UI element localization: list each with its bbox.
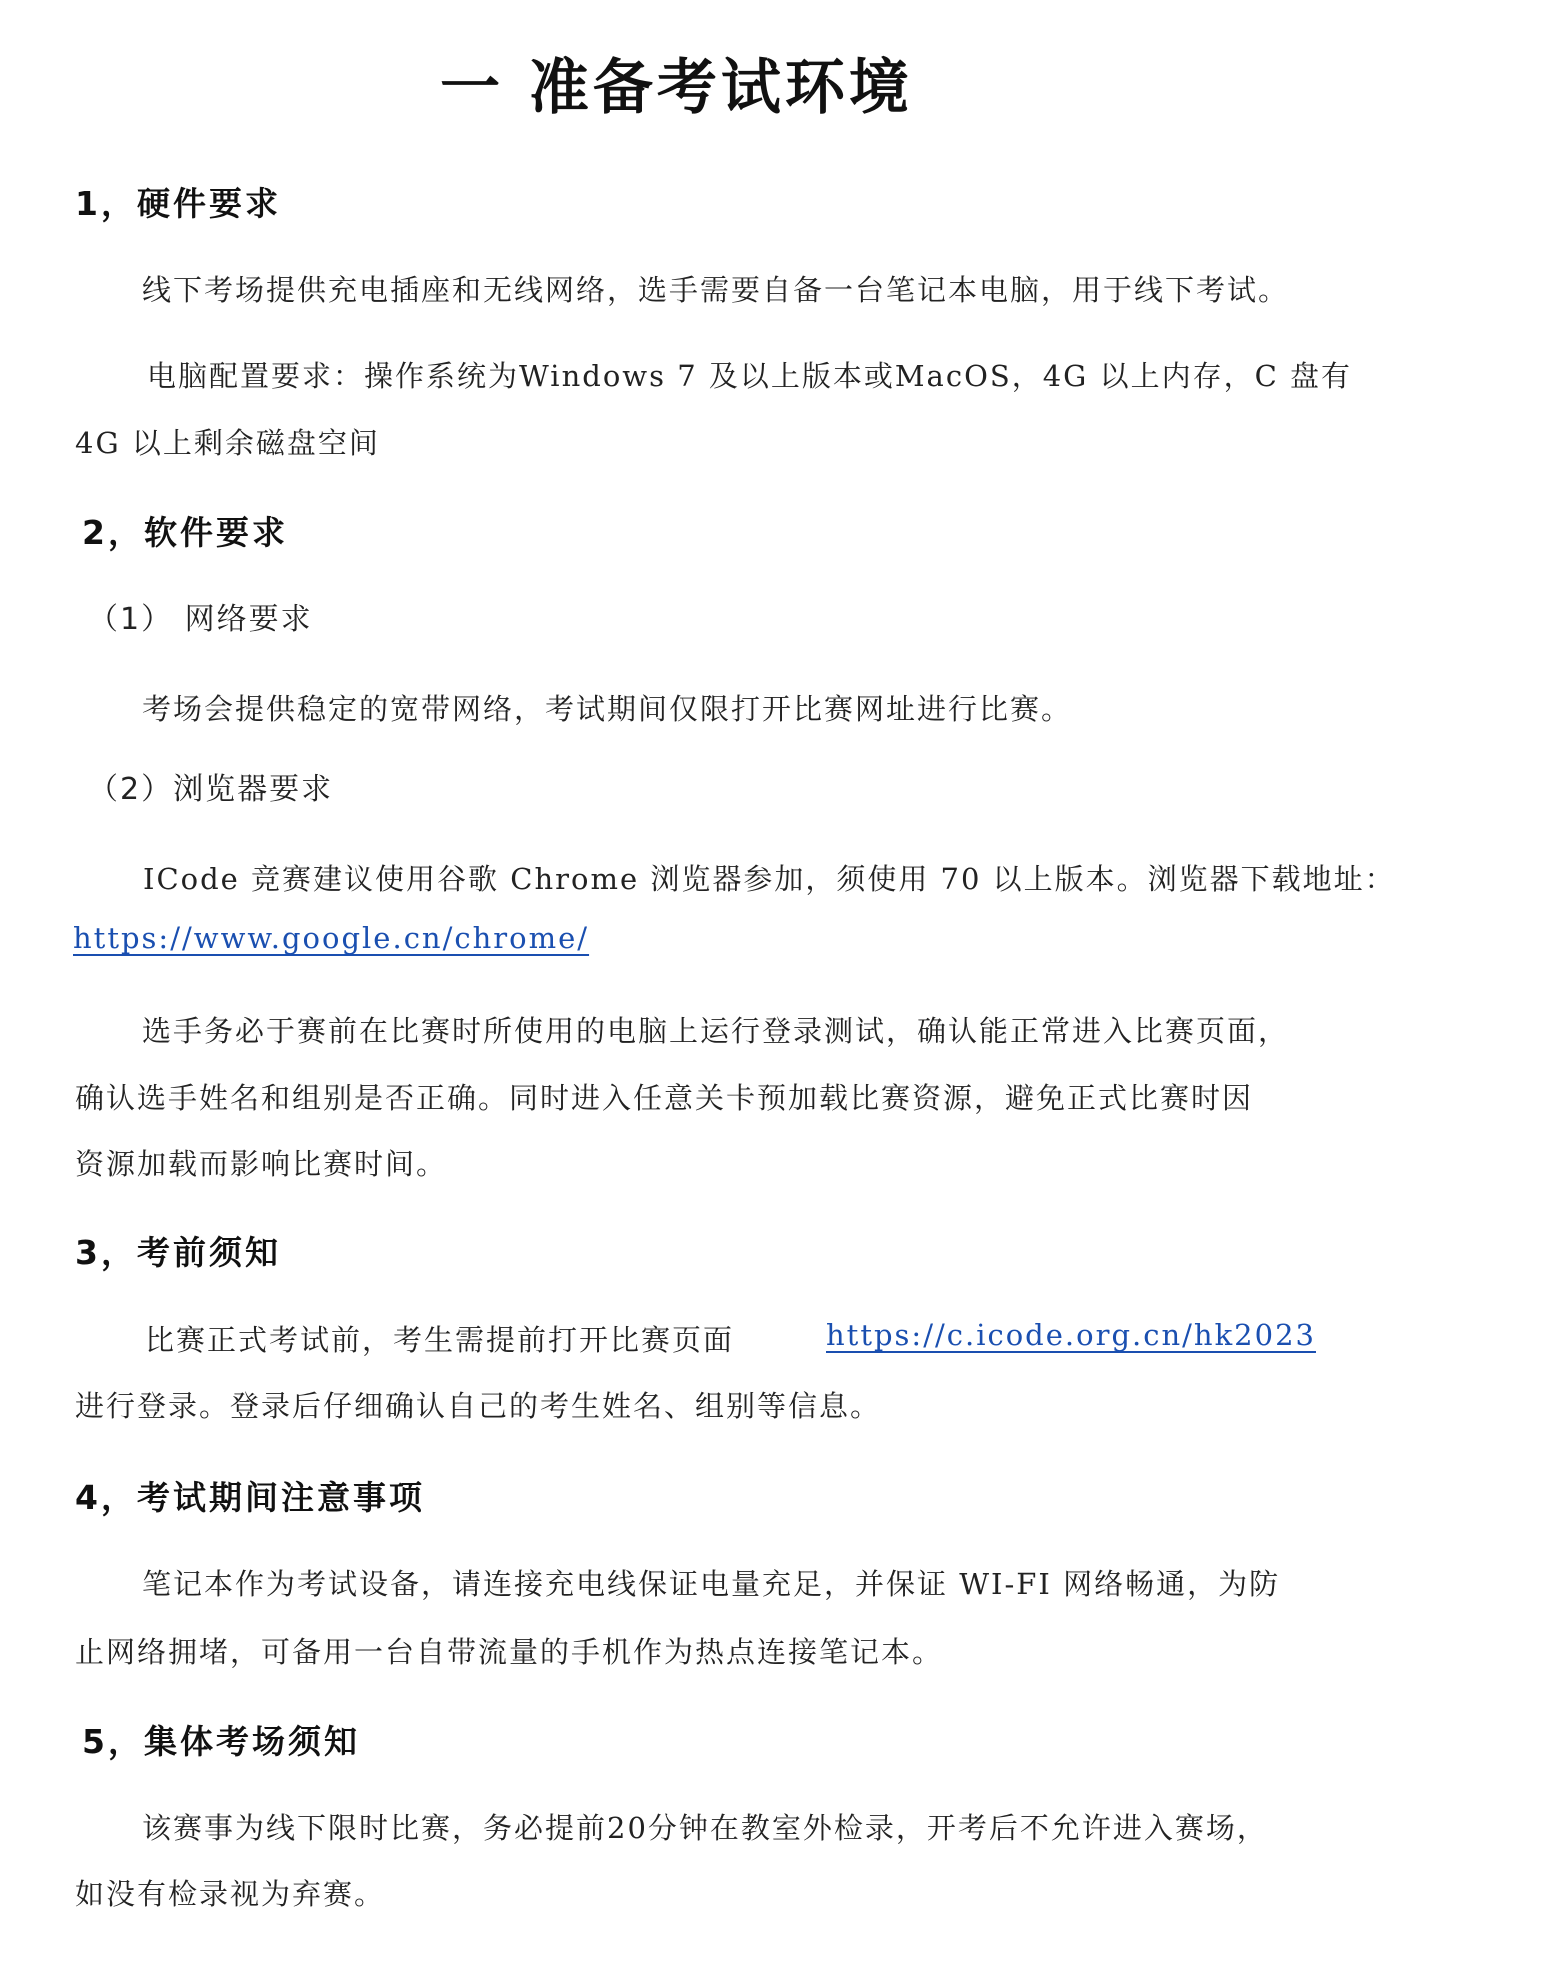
section-5-line-1: 该赛事为线下限时比赛，务必提前20分钟在教室外检录，开考后不允许进入赛场， — [142, 1811, 1268, 1845]
section-3-line-1: 比赛正式考试前，考生需提前打开比赛页面 — [145, 1323, 735, 1357]
section-1-paragraph: 线下考场提供充电插座和无线网络，选手需要自备一台笔记本电脑，用于线下考试。 — [142, 273, 1290, 307]
browser-requirement-text: ICode 竞赛建议使用谷歌 Chrome 浏览器参加，须使用 70 以上版本。浏览器下载地址： — [143, 862, 1396, 896]
section-2-sub-2-heading: （2）浏览器要求 — [88, 772, 334, 807]
page-title: 一 准备考试环境 — [440, 53, 913, 123]
section-4-heading: 4，考试期间注意事项 — [75, 1478, 425, 1517]
section-4-line-1: 笔记本作为考试设备，请连接充电线保证电量充足，并保证 WI-FI 网络畅通，为防 — [142, 1567, 1281, 1601]
section-3-line-2: 进行登录。登录后仔细确认自己的考生姓名、组别等信息。 — [75, 1389, 882, 1423]
section-1-config-line-1: 电脑配置要求：操作系统为Windows 7 及以上版本或MacOS，4G 以上内存，C 盘有 — [147, 359, 1352, 393]
login-test-line-1: 选手务必于赛前在比赛时所使用的电脑上运行登录测试，确认能正常进入比赛页面， — [142, 1014, 1290, 1048]
section-2-heading: 2，软件要求 — [82, 513, 288, 552]
competition-page-link[interactable]: https://c.icode.org.cn/hk2023 — [826, 1318, 1316, 1352]
login-test-line-2: 确认选手姓名和组别是否正确。同时进入任意关卡预加载比赛资源，避免正式比赛时因 — [75, 1081, 1254, 1115]
chrome-download-link[interactable]: https://www.google.cn/chrome/ — [73, 921, 590, 955]
section-3-heading: 3，考前须知 — [75, 1233, 281, 1272]
section-4-line-2: 止网络拥堵，可备用一台自带流量的手机作为热点连接笔记本。 — [75, 1635, 944, 1669]
login-test-line-3: 资源加载而影响比赛时间。 — [75, 1147, 448, 1181]
section-1-heading: 1，硬件要求 — [75, 184, 281, 223]
section-2-sub-1-heading: （1） 网络要求 — [88, 602, 313, 637]
section-2-sub-1-text: 考场会提供稳定的宽带网络，考试期间仅限打开比赛网址进行比赛。 — [142, 692, 1073, 726]
section-5-line-2: 如没有检录视为弃赛。 — [75, 1877, 386, 1911]
section-5-heading: 5，集体考场须知 — [82, 1722, 360, 1761]
section-1-config-line-2: 4G 以上剩余磁盘空间 — [75, 426, 380, 460]
